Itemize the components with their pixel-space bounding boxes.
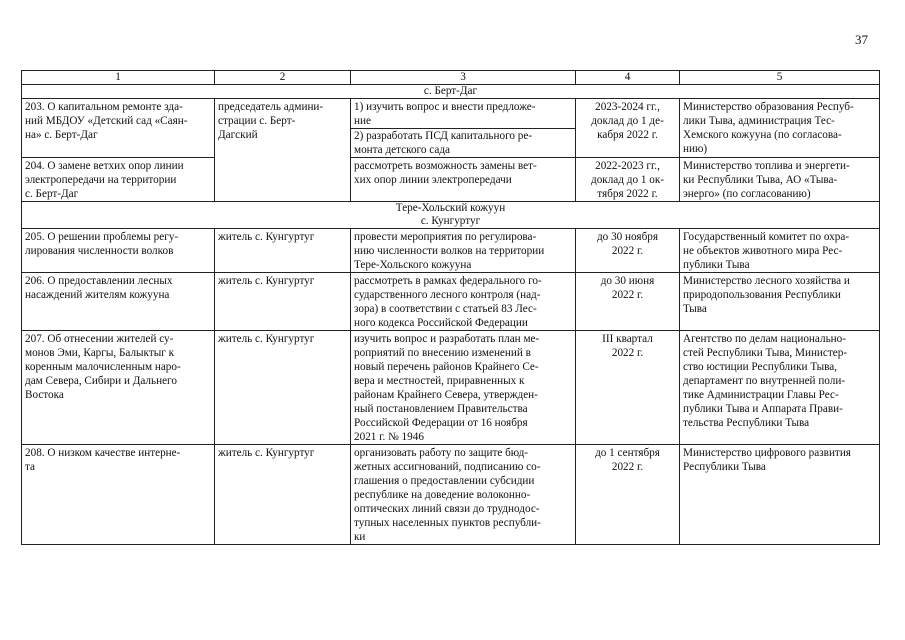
responsible-cell [680,158,880,202]
initiator-cell [215,445,351,545]
text-line: ки Республики Тыва, АО «Тыва- [683,174,838,186]
text-line: ство юстиции Республики Тыва, [683,361,838,373]
initiator-cell [215,331,351,445]
text-line: Агентство по делам национально- [683,333,846,345]
text-line: провести мероприятия по регулирова- [354,231,537,243]
text-line: 204. О замене ветхих опор линии [25,160,184,172]
text-line: житель с. Кунгуртуг [218,333,315,345]
text-line: Тыва [683,303,707,315]
measures-cell [351,229,576,273]
header-col-3: 3 [351,71,576,85]
text-line: Российской Федерации от 16 ноября [354,417,528,429]
text-line: роприятий по внесению изменений в [354,347,531,359]
issue-cell [22,158,215,202]
text-line: Министерство цифрового развития [683,447,851,459]
measure-item-1 [354,100,572,128]
measure-item-2 [351,128,575,157]
text-line: житель с. Кунгуртуг [218,231,315,243]
header-col-2: 2 [215,71,351,85]
deadline-cell [576,331,680,445]
text-line: нию) [683,143,708,155]
text-line: Республики Тыва [683,461,766,473]
page-number: 37 [855,32,868,47]
text-line: до 30 ноября [596,231,658,243]
deadline-cell [576,99,680,158]
text-line: Министерство лесного хозяйства и [683,275,850,287]
text-line: сударственного лесного контроля (над- [354,289,541,301]
text-line: лики Тыва, администрация Тес- [683,115,835,127]
section-title: с. Берт-Даг [22,85,880,99]
text-line: 205. О решении проблемы регу- [25,231,179,243]
issue-cell [22,331,215,445]
text-line: ного кодекса Российской Федерации [354,317,528,329]
text-line: кабря 2022 г. [597,129,658,141]
text-line: ние [354,115,371,127]
text-line: 203. О капитальном ремонте зда- [25,101,183,113]
responsible-cell [680,229,880,273]
text-line: та [25,461,35,473]
responsible-cell [680,331,880,445]
text-line: хих опор линии электропередачи [354,174,512,186]
text-line: тельства Республики Тыва [683,417,810,429]
text-line: ки [354,531,366,543]
table-row-204 [22,158,880,202]
text-line: насаждений жителям кожууна [25,289,170,301]
table-row-206 [22,273,880,331]
text-line: 207. Об отнесении жителей су- [25,333,174,345]
text-line: Тере-Хольский кожуун [395,202,506,214]
text-line: 2022-2023 гг., [595,160,660,172]
text-line: ный постановлением Правительства [354,403,528,415]
text-line: рассмотреть в рамках федерального го- [354,275,542,287]
text-line: до 30 июня [600,275,655,287]
header-col-4: 4 [576,71,680,85]
text-line: Дагский [218,129,258,141]
text-line: Министерство образования Респуб- [683,101,854,113]
text-line: страции с. Берт- [218,115,296,127]
text-line: ний МБДОУ «Детский сад «Саян- [25,115,188,127]
text-line: доклад до 1 де- [591,115,664,127]
text-line: III квартал [602,333,653,345]
text-line: глашения о предоставлении субсидии [354,475,535,487]
text-line: электропередачи на территории [25,174,177,186]
text-line: дам Севера, Сибири и Дальнего [25,375,177,387]
text-line: тября 2022 г. [597,188,658,200]
initiator-cell [215,99,351,202]
text-line: вера и местностей, приравненных к [354,375,525,387]
deadline-cell [576,158,680,202]
measures-cell [351,158,576,202]
text-line: с. Берт-Даг [25,188,79,200]
measures-cell [351,331,576,445]
text-line: монта детского сада [354,144,450,156]
responsible-cell [680,99,880,158]
measures-cell [351,273,576,331]
text-line: 206. О предоставлении лесных [25,275,173,287]
text-line: председатель админи- [218,101,324,113]
text-line: Министерство топлива и энергети- [683,160,850,172]
text-line: стей Республики Тыва, Министер- [683,347,848,359]
header-col-5: 5 [680,71,880,85]
text-line: районам Крайнего Севера, утвержден- [354,389,538,401]
text-line: доклад до 1 ок- [591,174,664,186]
text-line: 2022 г. [611,289,644,301]
issue-cell [22,229,215,273]
text-line: зора) в соответствии с статьей 83 Лес- [354,303,537,315]
text-line: житель с. Кунгуртуг [218,275,315,287]
text-line: Востока [25,389,64,401]
header-row [22,71,880,85]
text-line: публики Тыва [683,259,750,271]
text-line: монов Эми, Каргы, Балыктыг к [25,347,175,359]
initiator-cell [215,273,351,331]
deadline-cell [576,273,680,331]
resolution-table [21,70,880,545]
table-row-208 [22,445,880,545]
text-line: тупных населенных пунктов республи- [354,517,541,529]
text-line: нию численности волков на территории [354,245,545,257]
measures-cell [351,445,576,545]
text-line: с. Кунгуртуг [420,215,481,227]
text-line: департамент по внутренней поли- [683,375,846,387]
text-line: 2022 г. [611,347,644,359]
issue-cell [22,445,215,545]
section-title [22,202,880,229]
issue-cell [22,99,215,158]
table-row-203 [22,99,880,158]
text-line: республике на доведение волоконно- [354,489,531,501]
text-line: природопользования Республики [683,289,841,301]
issue-cell [22,273,215,331]
text-line: 208. О низком качестве интерне- [25,447,181,459]
deadline-cell [576,229,680,273]
text-line: житель с. Кунгуртуг [218,447,315,459]
text-line: публики Тыва и Аппарата Прави- [683,403,843,415]
deadline-cell [576,445,680,545]
text-line: 2021 г. № 1946 [354,431,424,443]
text-line: Хемского кожууна (по согласова- [683,129,842,141]
table-row-207 [22,331,880,445]
text-line: до 1 сентября [595,447,660,459]
text-line: энерго» (по согласованию) [683,188,811,200]
measures-cell [351,99,576,158]
text-line: 1) изучить вопрос и внести предложе- [354,101,536,113]
text-line: 2022 г. [611,461,644,473]
text-line: жетных ассигнований, подписанию со- [354,461,541,473]
section-row-bert-dag [22,85,880,99]
text-line: изучить вопрос и разработать план ме- [354,333,540,345]
text-line: тике Администрации Главы Рес- [683,389,839,401]
responsible-cell [680,445,880,545]
section-row-tere-khol [22,202,880,229]
text-line: 2) разработать ПСД капитального ре- [354,130,533,142]
table-row-205 [22,229,880,273]
text-line: организовать работу по защите бюд- [354,447,529,459]
text-line: лирования численности волков [25,245,174,257]
text-line: Тере-Хольского кожууна [354,259,472,271]
text-line: на» с. Берт-Даг [25,129,98,141]
text-line: новый перечень районов Крайнего Се- [354,361,539,373]
text-line: 2023-2024 гг., [595,101,660,113]
text-line: коренным малочисленным наро- [25,361,181,373]
text-line: рассмотреть возможность замены вет- [354,160,537,172]
text-line: 2022 г. [611,245,644,257]
header-col-1: 1 [22,71,215,85]
text-line: не объектов животного мира Рес- [683,245,843,257]
initiator-cell [215,229,351,273]
text-line: Государственный комитет по охра- [683,231,850,243]
text-line: оптических линий связи до труднодос- [354,503,540,515]
responsible-cell [680,273,880,331]
